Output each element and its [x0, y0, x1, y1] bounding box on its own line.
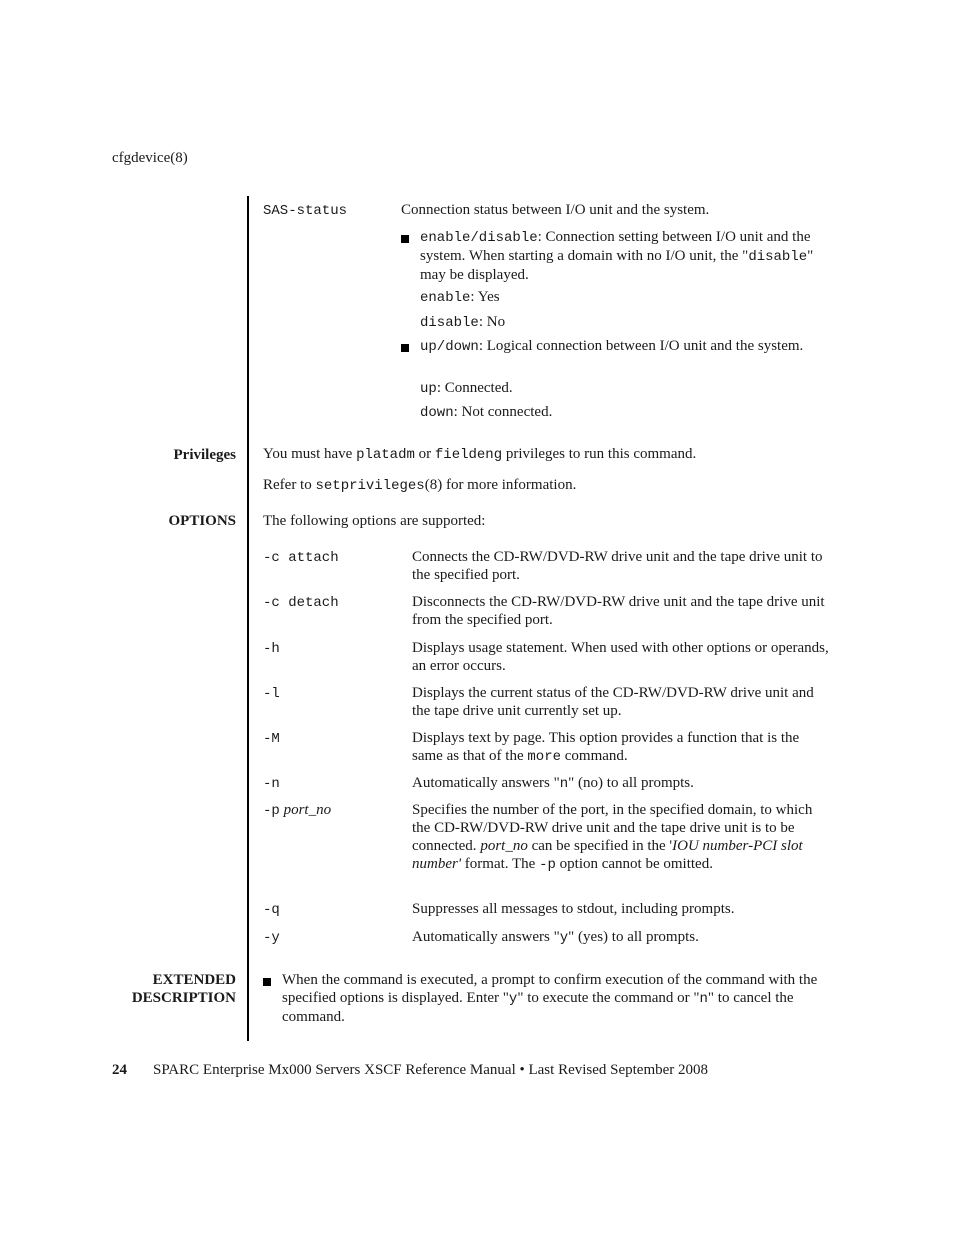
code-n: n — [699, 991, 708, 1007]
option-flag-l: -l — [263, 686, 280, 702]
code-up-down: up/down — [420, 339, 479, 355]
page-number: 24 — [112, 1062, 127, 1078]
sas-down-line — [420, 403, 552, 422]
code-p-inline: -p — [539, 857, 556, 873]
sas-bullet-item-1 — [401, 228, 841, 284]
privileges-heading: Privileges — [173, 447, 236, 463]
code-n: n — [559, 776, 569, 792]
bullet-marker — [401, 235, 409, 243]
code-fieldeng: fieldeng — [434, 447, 503, 463]
code-more: more — [527, 749, 561, 765]
sas-status-term: SAS-status — [263, 203, 348, 219]
option-arg-port-no: port_no — [283, 802, 332, 818]
text: : Connected. — [436, 380, 513, 396]
heading-line-2: DESCRIPTION — [131, 990, 236, 1006]
text: privileges to run this command. — [502, 446, 697, 462]
text: When the command is executed, a prompt to confirm execution of the command with the specified options is displayed. Enter " — [282, 972, 818, 1006]
option-flag-c-detach: -c detach — [263, 595, 339, 611]
text: Refer to — [263, 477, 316, 493]
extended-description-heading — [0, 971, 236, 1007]
text: " (yes) to all prompts. — [568, 929, 699, 945]
text: Displays text by page. This option provides a function that is the same as that of the — [412, 730, 800, 764]
code-disable: disable — [748, 249, 808, 265]
text: : Not connected. — [453, 404, 553, 420]
sas-disable-line — [420, 313, 505, 332]
bullet-marker — [401, 344, 409, 352]
code-up: up — [420, 381, 437, 397]
sas-enable-line — [420, 288, 500, 307]
vertical-rule — [247, 196, 249, 1041]
heading-line-1: EXTENDED — [152, 972, 236, 988]
option-desc-p — [412, 801, 832, 874]
text: (8) for more information. — [424, 477, 577, 493]
options-intro: The following options are supported: — [263, 513, 486, 529]
text: command. — [561, 748, 628, 764]
text: You must have — [263, 446, 357, 462]
option-flag-c-attach: -c attach — [263, 550, 339, 566]
option-desc-M — [412, 729, 832, 766]
option-desc-c-detach: Disconnects the CD-RW/DVD-RW drive unit and the tape drive unit from the specified port. — [412, 594, 825, 628]
code-p: -p — [263, 803, 280, 819]
option-desc-y — [412, 928, 832, 947]
sas-status-description: Connection status between I/O unit and the system. — [401, 202, 710, 218]
option-flag-q: -q — [263, 902, 280, 918]
code-disable: disable — [420, 315, 479, 331]
code-y: y — [508, 991, 518, 1007]
option-desc-c-attach: Connects the CD-RW/DVD-RW drive unit and the tape drive unit to the specified port. — [412, 549, 823, 583]
text: : No — [478, 314, 506, 330]
code-enable-disable: enable/disable — [420, 230, 538, 246]
option-desc-h: Displays usage statement. When used with other options or operands, an error occurs. — [412, 640, 829, 674]
sas-bullet-item-2 — [401, 337, 841, 356]
sas-up-line — [420, 379, 513, 398]
option-desc-l: Displays the current status of the CD-RW/DVD-RW drive unit and the tape drive unit currently set up. — [412, 685, 814, 719]
code-y: y — [559, 930, 569, 946]
privileges-paragraph-1 — [263, 445, 843, 464]
text: can be specified in the ' — [527, 838, 673, 854]
extended-description-item — [263, 971, 833, 1026]
extended-description-text — [282, 971, 832, 1026]
running-head: cfgdevice(8) — [112, 150, 188, 166]
text: " to cancel the command. — [282, 990, 794, 1025]
footer-text: SPARC Enterprise Mx000 Servers XSCF Reference Manual • Last Revised September 2008 — [153, 1062, 709, 1078]
text: Automatically answers " — [412, 775, 560, 791]
text: " may be displayed. — [420, 248, 814, 283]
text: : Connection setting between I/O unit and the system. When starting a domain with no I/O unit, the " — [420, 229, 811, 264]
text: : Yes — [470, 289, 500, 305]
text: " to execute the command or " — [517, 990, 700, 1006]
text: or — [414, 446, 435, 462]
text: : Logical connection between I/O unit and the system. — [478, 338, 804, 354]
italic-format: IOU number-PCI slot number' — [412, 838, 803, 872]
code-setprivileges: setprivileges — [315, 478, 425, 494]
option-flag-p — [263, 801, 413, 820]
sas-bullet-item-1-text — [420, 228, 840, 284]
bullet-marker — [263, 978, 271, 986]
code-down: down — [420, 405, 454, 421]
text: option cannot be omitted. — [555, 856, 713, 872]
option-flag-M: -M — [263, 731, 280, 747]
option-flag-n: -n — [263, 776, 280, 792]
text: Specifies the number of the port, in the specified domain, to which the CD-RW/DVD-RW drive unit and the tape drive unit is to be connected. — [412, 802, 813, 854]
text: Automatically answers " — [412, 929, 560, 945]
text: " (no) to all prompts. — [568, 775, 694, 791]
privileges-paragraph-2 — [263, 476, 843, 495]
option-flag-y: -y — [263, 930, 280, 946]
option-desc-q: Suppresses all messages to stdout, including prompts. — [412, 901, 735, 917]
options-heading: OPTIONS — [168, 513, 236, 529]
sas-bullet-item-2-text — [420, 337, 820, 356]
code-platadm: platadm — [356, 447, 415, 463]
option-flag-h: -h — [263, 641, 280, 657]
italic-port-no: port_no — [480, 838, 528, 854]
code-enable: enable — [420, 290, 471, 306]
text: format. The — [461, 856, 540, 872]
option-desc-n — [412, 774, 832, 793]
